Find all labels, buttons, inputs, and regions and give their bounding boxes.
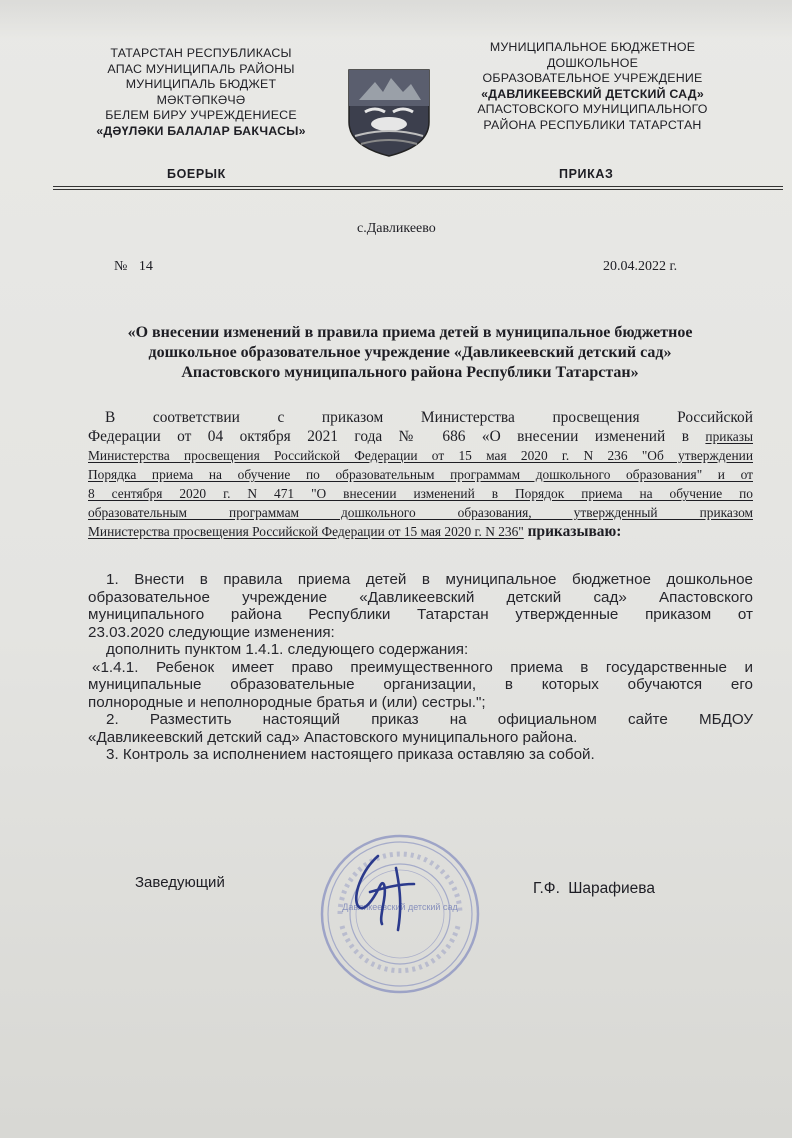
header-left-line: БЕЛЕМ БИРУ УЧРЕЖДЕНИЕСЕ [105,108,297,122]
header-left-line: ТАТАРСТАН РЕСПУБЛИКАСЫ [110,46,292,60]
header-right-line: МУНИЦИПАЛЬНОЕ БЮДЖЕТНОЕ [489,40,696,54]
body-line: полнородные и неполнородные братья и (или) сестры."; [88,693,486,711]
order-action-word: приказываю: [527,523,622,540]
body-line: 1. Внести в правила приема детей в муниципальное бюджетное дошкольное [106,571,753,588]
header-right-line: ОБРАЗОВАТЕЛЬНОЕ УЧРЕЖДЕНИЕ [482,71,703,85]
preamble-paragraph [88,408,753,541]
preamble-line [88,522,753,541]
law-reference: Министерства просвещения Российской Федерации от 15 мая 2020 г. N 236" [88,524,524,539]
body-line: дополнить пунктом 1.4.1. следующего содержания: [106,641,469,658]
order-number: № 14 [114,259,153,274]
seal-text: Давликеевский детский сад [342,902,458,912]
header-divider [53,186,783,187]
header-right-line: АПАСТОВСКОГО МУНИЦИПАЛЬНОГО [477,102,708,116]
title-line: Апастовского муниципального района Республики Татарстан» [181,364,639,381]
body-line: 3. Контроль за исполнением настоящего приказа оставляю за собой. [106,746,595,763]
place-of-issue: с.Давликеево [357,221,436,236]
title-line: «О внесении изменений в правила приема детей в муниципальное бюджетное [127,324,693,341]
header-right-line: «ДАВЛИКЕЕВСКИЙ ДЕТСКИЙ САД» [481,86,704,101]
header-russian-block [440,40,745,133]
title-line: дошкольное образовательное учреждение «Давликеевский детский сад» [148,344,672,361]
law-reference: Министерства просвещения Российской Федерации от 15 мая 2020 г. N 236 "Об утверждении [88,448,753,463]
body-line: образовательное учреждение «Давликеевский детский сад» Апастовского [88,588,753,606]
header-left-line: МУНИЦИПАЛЬ БЮДЖЕТ [125,77,277,91]
body-line: 2. Разместить настоящий приказ на официальном сайте МБДОУ [106,711,753,728]
preamble-line [88,427,753,446]
header-left-line: «ДӘҮЛӘКИ БАЛАЛАР БАКЧАСЫ» [96,123,306,138]
law-reference: 8 сентября 2020 г. N 471 "О внесении изменений в Порядок приема на обучение по [88,486,753,501]
doc-type-tatar: БОЕРЫК [167,167,226,181]
body-line: муниципальные образовательные организации, в которых обучаются его [88,676,753,693]
law-reference: приказы [705,429,753,444]
header-left-line: АПАС МУНИЦИПАЛЬ РАЙОНЫ [107,61,295,76]
header-right-line: РАЙОНА РЕСПУБЛИКИ ТАТАРСТАН [483,117,702,132]
header-left-line: МӘКТӘПКӘЧӘ [156,92,246,107]
header-tatar-block [60,46,342,139]
preamble-line: В соответствии с приказом Министерства просвещения Российской [105,409,753,426]
preamble-line-text: Федерации от 04 октября 2021 года № 686 «О внесении изменений в [88,428,689,445]
doc-type-russian: ПРИКАЗ [559,167,614,181]
header-right-line: ДОШКОЛЬНОЕ [546,55,639,70]
order-body [88,571,753,764]
header-divider-thin [53,189,783,190]
law-reference: образовательным программам дошкольного образования, утвержденный приказом [88,505,753,520]
signatory-name: Г.Ф. Шарафиева [533,880,655,897]
body-line: 23.03.2020 следующие изменения: [88,623,335,641]
order-date: 20.04.2022 г. [603,259,678,274]
district-emblem-icon [345,66,433,158]
order-title [70,323,750,383]
body-line: муниципального района Республики Татарстан утвержденные приказом от [88,606,753,623]
body-line: «Давликеевский детский сад» Апастовского муниципального района. [88,728,578,746]
law-reference: Порядка приема на обучение по образовательным программам дошкольного образования" и от [88,467,753,482]
handwritten-signature-icon [340,848,430,938]
signatory-position: Заведующий [135,874,225,891]
body-line: «1.4.1. Ребенок имеет право преимущественного приема в государственные и [92,658,753,676]
